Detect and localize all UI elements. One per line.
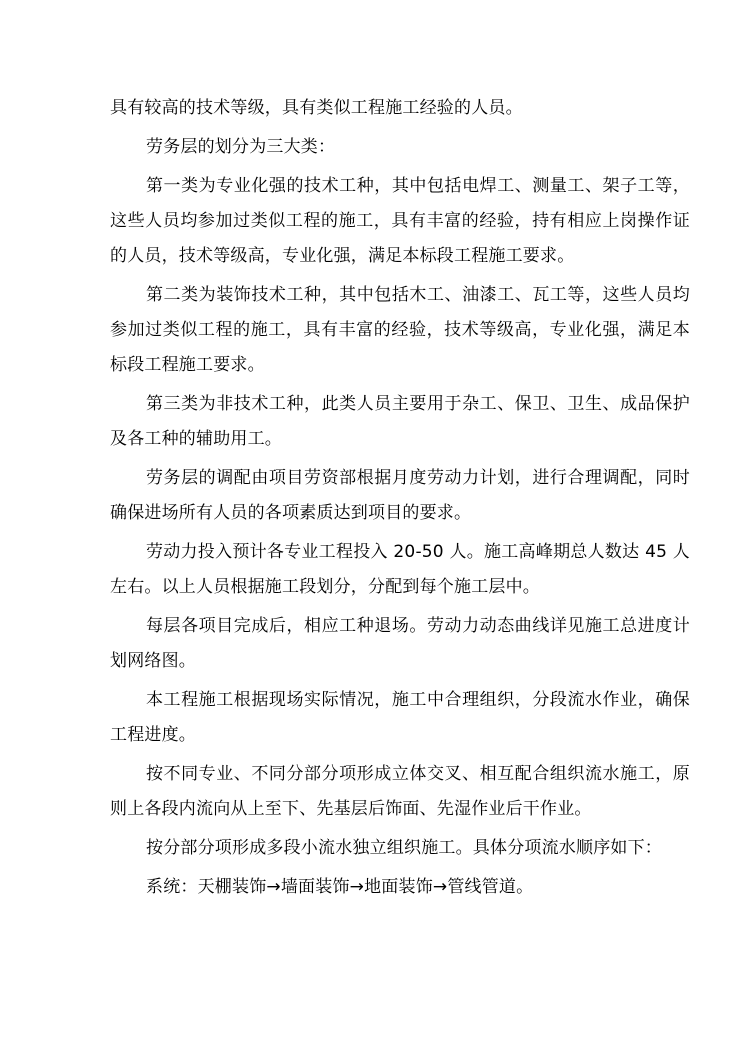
paragraph-category-two: 第二类为装饰技术工种，其中包括木工、油漆工、瓦工等，这些人员均参加过类似工程的施工，具有丰富的经验，技术等级高，专业化强，满足本标段工程施工要求。 [110,285,690,375]
paragraph-labor-input: 劳动力投入预计各专业工程投入 20-50 人。施工高峰期总人数达 45 人左右。以上人员根据施工段划分，分配到每个施工层中。 [110,542,690,597]
paragraph-category-one: 第一类为专业化强的技术工种，其中包括电焊工、测量工、架子工等，这些人员均参加过类似工程的施工，具有丰富的经验，持有相应上岗操作证的人员，技术等级高，专业化强，满足本标段工程施工要求。 [110,176,690,266]
paragraph-system-order: 系统：天棚装饰→墙面装饰→地面装饰→管线管道。 [146,877,534,897]
paragraph-flow-sequence: 按分部分项形成多段小流水独立组织施工。具体分项流水顺序如下： [146,838,662,858]
paragraph-flow-organization: 本工程施工根据现场实际情况，施工中合理组织，分段流水作业，确保工程进度。 [110,690,690,745]
paragraph-category-three: 第三类为非技术工种，此类人员主要用于杂工、保卫、卫生、成品保护及各工种的辅助用工。 [110,394,690,449]
paragraph-labor-allocation: 劳务层的调配由项目劳资部根据月度劳动力计划，进行合理调配，同时确保进场所有人员的各项素质达到项目的要求。 [110,468,690,523]
paragraph-cross-construction: 按不同专业、不同分部分项形成立体交叉、相互配合组织流水施工，原则上各段内流向从上至下、先基层后饰面、先湿作业后干作业。 [110,764,690,819]
paragraph-labor-classification: 劳务层的划分为三大类： [146,137,336,157]
document-body [110,91,690,905]
paragraph-continuation: 具有较高的技术等级，具有类似工程施工经验的人员。 [110,98,523,118]
paragraph-labor-exit: 每层各项目完成后，相应工种退场。劳动力动态曲线详见施工总进度计划网络图。 [110,616,690,671]
